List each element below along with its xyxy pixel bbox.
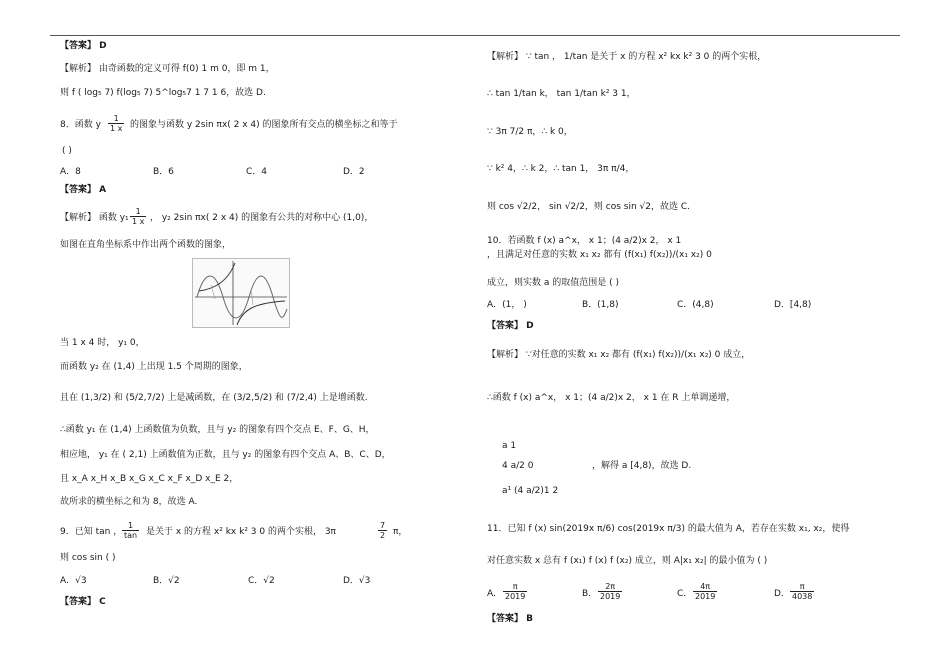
q9-analysis-1: 【解析】 ∵ tan ， 1/tan 是关于 x 的方程 x² kx k² 3 0 的两个实根，: [487, 52, 767, 62]
q11-option-b-fraction: 2π 2019: [600, 582, 621, 601]
q8-stem-a: 8．函数 y: [60, 120, 101, 130]
q8-fraction: 1 1 x: [110, 114, 123, 133]
q11-answer: 【答案】 B: [487, 614, 533, 624]
q9-analysis-3: ∵ 3π 7/2 π，∴ k 0，: [487, 127, 573, 137]
q11-option-a-fraction: π 2019: [505, 582, 526, 601]
q8-analysis-fraction: 1 1 x: [132, 207, 145, 226]
q8-option-c: C．4: [246, 167, 268, 177]
q8-option-d: D．2: [343, 167, 365, 177]
q9-fraction: 1 tan: [124, 521, 138, 540]
q10-system-line-2: 4 a/2 0: [502, 461, 534, 471]
q9-analysis-2: ∴ tan 1/tan k， tan 1/tan k² 3 1，: [487, 89, 636, 99]
q8-analysis-2: 如图在直角坐标系中作出两个函数的图象，: [60, 240, 232, 250]
q10-system-line-3: a¹ (4 a/2)1 2: [502, 486, 559, 496]
q10-stem-b: ，且满足对任意的实数 x₁ x₂ 都有 (f(x₁) f(x₂))/(x₁ x₂) 0: [487, 250, 712, 260]
q9-question: 则 cos sin ( ): [60, 553, 116, 563]
q7-answer: 【答案】 D: [60, 41, 107, 51]
q7-conclusion: 则 f ( log₅ 7) f(log₅ 7) 5^log₅7 1 7 1 6，故选 D.: [60, 88, 266, 98]
q10-answer: 【答案】 D: [487, 321, 534, 331]
q10-option-c: C．(4,8): [677, 300, 714, 310]
q11-option-a-letter: A．: [487, 589, 503, 599]
q8-analysis-1a: 【解析】 函数 y₁: [60, 213, 129, 223]
q8-paren: ( ): [62, 146, 72, 156]
q10-analysis-1: 【解析】 ∵对任意的实数 x₁ x₂ 都有 (f(x₁) f(x₂))/(x₁ x₂) 0 成立，: [487, 350, 751, 360]
q8-analysis-3: 当 1 x 4 时， y₁ 0，: [60, 338, 145, 348]
q8-option-a: A．8: [60, 167, 81, 177]
q8-analysis-8: 且 x_A x_H x_B x_G x_C x_F x_D x_E 2，: [60, 474, 239, 484]
q8-analysis-4: 而函数 y₂ 在 (1,4) 上出现 1.5 个周期的图象，: [60, 362, 248, 372]
q8-analysis-1b: ， y₂ 2sin πx( 2 x 4) 的图象有公共的对称中心 (1,0)，: [150, 213, 374, 223]
q9-option-d: D．√3: [343, 576, 371, 586]
q9-analysis-4: ∵ k² 4，∴ k 2，∴ tan 1， 3π π/4，: [487, 164, 635, 174]
header-rule: [50, 35, 900, 36]
q11-option-d-letter: D．: [774, 589, 790, 599]
q9-stem-b: 是关于 x 的方程 x² kx k² 3 0 的两个实根， 3π: [146, 527, 336, 537]
q10-option-d: D．[4,8): [774, 300, 812, 310]
function-graph: [193, 259, 289, 327]
q8-analysis-9: 故所求的横坐标之和为 8，故选 A.: [60, 497, 198, 507]
q9-option-b: B．√2: [153, 576, 180, 586]
q8-option-b: B．6: [153, 167, 174, 177]
q10-solution: ，解得 a [4,8)，故选 D.: [592, 461, 692, 471]
q9-option-c: C．√2: [248, 576, 275, 586]
q8-analysis-5: 且在 (1,3/2) 和 (5/2,7/2) 上是减函数，在 (3/2,5/2) 和 (7/2,4) 上是增函数.: [60, 393, 368, 403]
q7-analysis: 【解析】 由奇函数的定义可得 f(0) 1 m 0，即 m 1，: [60, 64, 275, 74]
q10-system-line-1: a 1: [502, 441, 517, 451]
q11-option-b-letter: B．: [582, 589, 598, 599]
q11-option-d-fraction: π 4038: [792, 582, 813, 601]
q10-stem-c: 成立，则实数 a 的取值范围是 ( ): [487, 278, 619, 288]
q9-answer: 【答案】 C: [60, 597, 106, 607]
q11-option-c-letter: C．: [677, 589, 693, 599]
q8-stem-b: 的图象与函数 y 2sin πx( 2 x 4) 的图象所有交点的横坐标之和等于: [130, 120, 398, 130]
q8-analysis-6: ∴函数 y₁ 在 (1,4) 上函数值为负数，且与 y₂ 的图象有四个交点 E、F、G、H，: [60, 425, 375, 435]
q9-stem-a: 9．已知 tan ，: [60, 527, 123, 537]
function-graph-figure: [192, 258, 290, 328]
q11-stem-a: 11．已知 f (x) sin(2019x π/6) cos(2019x π/3) 的最大值为 A，若存在实数 x₁, x₂，使得: [487, 524, 850, 534]
q11-option-c-fraction: 4π 2019: [695, 582, 716, 601]
q10-analysis-2: ∴函数 f (x) a^x， x 1；(4 a/2)x 2， x 1 在 R 上单调递增，: [487, 393, 736, 403]
q9-analysis-5: 则 cos √2/2， sin √2/2，则 cos sin √2，故选 C.: [487, 202, 691, 212]
q8-analysis-7: 相应地， y₁ 在 ( 2,1) 上函数值为正数，且与 y₂ 的图象有四个交点 A、B、C、D，: [60, 450, 391, 460]
q9-stem-c: π，: [393, 527, 408, 537]
q10-option-a: A．(1， ): [487, 300, 527, 310]
q10-stem-a: 10．若函数 f (x) a^x， x 1；(4 a/2)x 2， x 1: [487, 236, 682, 246]
q8-answer: 【答案】 A: [60, 185, 107, 195]
q11-stem-b: 对任意实数 x 总有 f (x₁) f (x) f (x₂) 成立，则 A|x₁ x₂| 的最小值为 ( ): [487, 556, 768, 566]
q9-option-a: A．√3: [60, 576, 87, 586]
q9-fraction-2: 7 2: [380, 521, 386, 540]
q10-option-b: B．(1,8): [582, 300, 619, 310]
